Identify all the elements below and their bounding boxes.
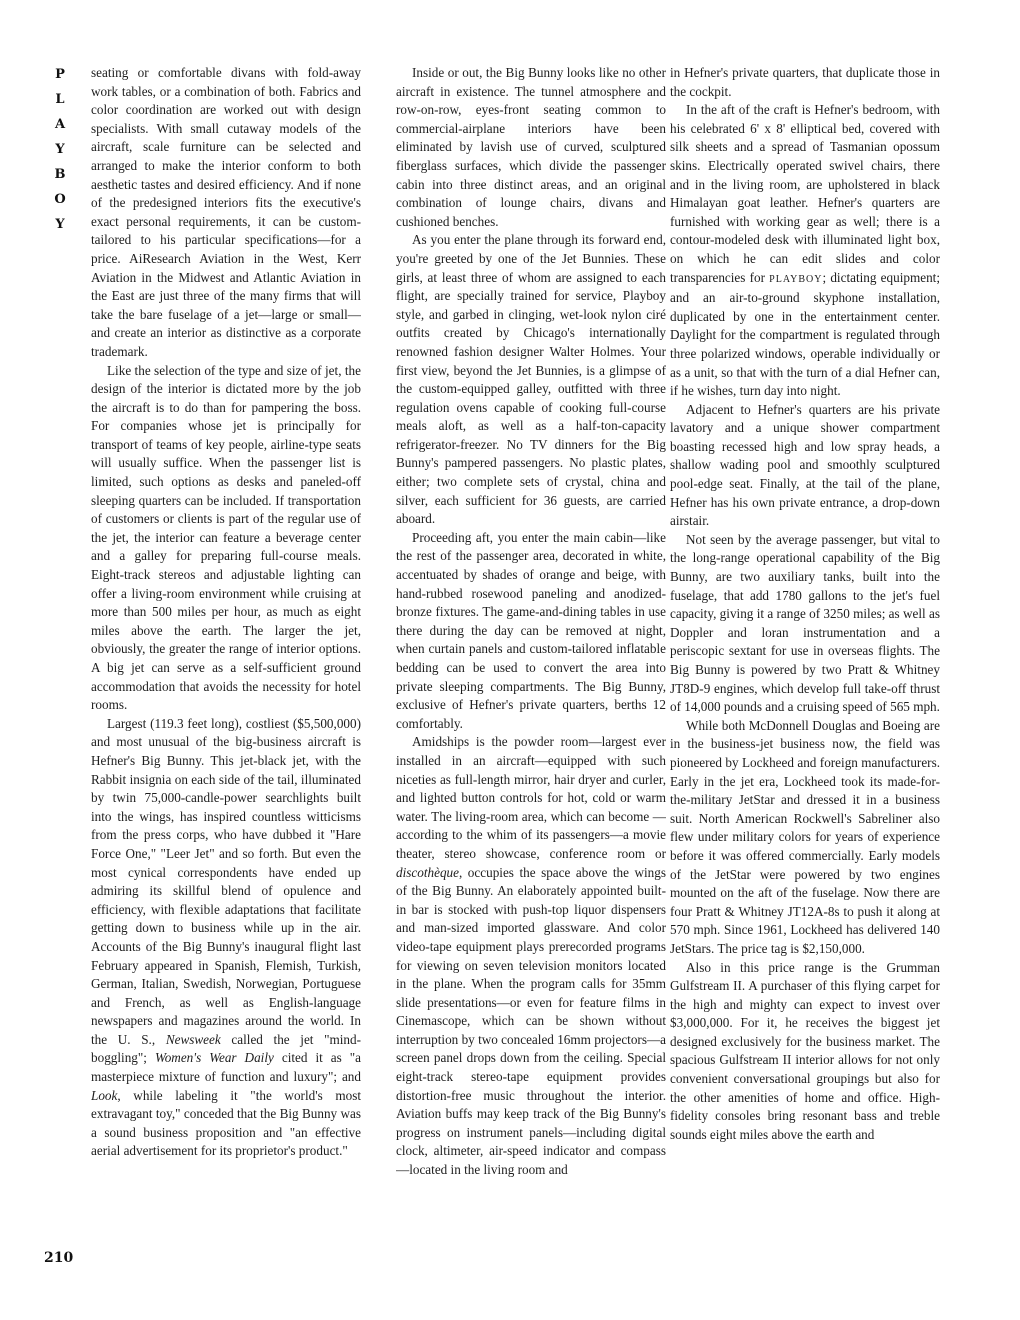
text-run: Largest (119.3 feet long), costliest ($5,500,000) and most unusual of the big-business aircraft is Hefner's Big Bunny. This jet-black jet, with the Rabbit insignia on each side of the tail, illuminated by twin 75,000-candle-power searchlights built into the wings, has inspired countless witticisms from the press corps, who have dubbed it "Hare Force One," "Leer Jet" and so forth. But even the most cynical correspondents have ended up admiring its skillful blend of opulence and efficiency, with flexible adaptations that facilitate getting down to business while up in the air. Accounts of the Big Bunny's inaugural flight last February appeared in Spanish, Flemish, Turkish, German, Italian, Swedish, Norwegian, Portuguese and French, as well as English-language newspapers and magazines around the world. In the U. S.,: [91, 715, 361, 1047]
title-letter: P: [55, 67, 65, 82]
paragraph: Not seen by the average passenger, but vital to the long-range operational capability of the Big Bunny, are two auxiliary tanks, built into the fuselage, that add 1780 gallons to the jet's fuel capacity, giving it a range of 3250 miles; as well as Doppler and loran instrumentation and a periscopic sextant for use in overseas flights. The Big Bunny is powered by two Pratt & Whitney JT8D-9 engines, which develop full take-off thrust of 14,000 pounds and a cruising speed of 565 mph.: [670, 531, 940, 715]
paragraph: [91, 715, 361, 1161]
paragraph: seating or comfortable divans with fold-away work tables, or a combination of both. Fabrics and color coordination are worked out with design specialists. With small cutaway models of the aircraft, scale furniture can be selected and arranged to make the interior conform to both aesthetic tastes and desired efficiency. And if none of the predesigned interiors fits the executive's exact personal requirements, it can be custom-tailored to his particular specifications—for a price. AiResearch Aviation in the West, Kerr Aviation in the Midwest and Atlantic Aviation in the East are just three of the many firms that will take the bare fuselage of a jet—large or small—and create an interior as distinctive as a corporate trademark.: [91, 65, 361, 359]
paragraph: Adjacent to Hefner's quarters are his private lavatory and a unique shower compartment boasting recessed high and low spray heads, a shallow wading pool and smoothly sculptured pool-edge seat. Finally, at the tail of the plane, Hefner has his own private entrance, a drop-down airstair.: [670, 401, 940, 529]
paragraph: [396, 733, 666, 1179]
text-run: Amidships is the powder room—largest ever installed in an aircraft—equipped with such niceties as full-length mirror, hair dryer and curler, and lighted button controls for hot, cold or warm water. The living-room area, which can become —according to the whim of its passengers—a movie theater, stereo showcase, conference room or: [396, 734, 666, 861]
publication-name: Newsweek: [165, 1031, 221, 1047]
paragraph: Like the selection of the type and size of jet, the design of the interior is dictated more by the job the aircraft is to do than for pampering the boss. For companies whose jet is principally for transport of teams of key people, airline-type seats will usually suffice. When the passenger list is limited, such options as desks and paneled-off sleeping quarters can be included. If transportation of customers or clients is part of the regular use of the jet, the interior can feature a beverage center and a galley for preparing full-course meals. Eight-track stereos and adjustable lighting can offer a living-room environment while cruising at more than 500 miles per hour, as much as eight miles above the earth. The larger the jet, obviously, the greater the range of interior options. A big jet can serve as a self-sufficient ground accommodation that avoids the necessity for hotel rooms.: [91, 362, 361, 713]
paragraph: [670, 101, 940, 401]
text-column-2: [396, 64, 666, 1274]
title-letter: Y: [55, 142, 65, 157]
title-letter: L: [55, 92, 65, 107]
title-letter: Y: [55, 217, 65, 232]
text-run: cited it as "a masterpiece mixture of function and luxury"; and: [91, 1050, 361, 1085]
paragraph: As you enter the plane through its forward end, you're greeted by one of the Jet Bunnies. These girls, at least three of whom are assigned to each flight, are specially trained for service, Playboy style, and garbed in clinging, wet-look nylon ciré outfits created by Chicago's internationally renowned fashion designer Walter Holmes. Your first view, beyond the Jet Bunnies, is a glimpse of the custom-equipped galley, outfitted with three regulation ovens capable of cooking full-course meals aloft, as well as a half-ton-capacity refrigerator-freezer. No TV dinners for the Big Bunny's pampered passengers. No plastic plates, either; two complete sets of crystal, china and silver, each sufficient for 36 guests, are carried aboard.: [396, 232, 666, 527]
publication-name: Look: [91, 1087, 118, 1103]
magazine-name-smallcaps: PLAYBOY: [769, 273, 823, 285]
paragraph: While both McDonnell Douglas and Boeing are in the business-jet business now, the field was pioneered by Lockheed and foreign manufacturers. Early in the jet era, Lockheed took its made-for-the-military JetStar and dressed it in a business suit. North American Rockwell's Sabreliner also flew under military colors for years of experience before it was offered commercially. Early models of the JetStar were powered by two engines mounted on the aft of the fuselage. Now there are four Pratt & Whitney JT12A-8s to push it along at 570 mph. Since 1961, Lockheed has delivered 140 JetStars. The price tag is $2,150,000.: [670, 717, 940, 956]
text-column-3: [670, 64, 940, 1274]
page-number: 210: [44, 1250, 74, 1266]
title-letter: B: [54, 167, 66, 182]
text-run: , while labeling it "the world's most extravagant toy," conceded that the Big Bunny was a sound business proposition and "an effective aerial advertisement for its proprietor's product.": [91, 1087, 361, 1159]
text-run: called the jet "mind-boggling";: [91, 1031, 361, 1066]
paragraph: Proceeding aft, you enter the main cabin—like the rest of the passenger area, decorated in white, accentuated by shades of orange and beige, with hand-rubbed rosewood paneling and anodized-bronze fixtures. The game-and-dining tables in use there during the day can be removed at night, when curtain panels and custom-tailored inflatable bedding can be used to convert the area into private sleeping compartments. The Big Bunny, exclusive of Hefner's private quarters, berths 12 comfortably.: [396, 529, 666, 731]
publication-name: Women's Wear Daily: [154, 1050, 274, 1066]
text-run: , occupies the space above the wings of the Big Bunny. An elaborately appointed built-in bar is stocked with push-top liquor dispensers and man-sized imported glassware. And color video-tape equipment plays prerecorded programs for viewing on seven television monitors located in the plane. When the program calls for 35mm slide presentations—or even for feature films in Cinemascope, which can be shown without interruption by two concealed 16mm projectors—a screen panel drops down from the ceiling. Special eight-track stereo-tape equipment provides distortion-free music throughout the interior. Aviation buffs may keep track of the Big Bunny's progress on instrument panels—including digital clock, altimeter, air-speed indicator and compass—located in the living room and: [396, 864, 666, 1178]
emphasized-word: discothèque: [396, 864, 459, 880]
paragraph: Inside or out, the Big Bunny looks like no other aircraft in existence. The tunnel atmosphere and row-on-row, eyes-front seating common to commercial-airplane interiors have been eliminated by lavish use of curved, sculptured fiberglass surfaces, which divide the passenger cabin into three distinct areas, and an original combination of lounge chairs, divans and cushioned benches.: [396, 65, 666, 229]
title-letter: A: [54, 117, 66, 132]
title-letter: O: [54, 192, 66, 207]
paragraph: in Hefner's private quarters, that duplicate those in the cockpit.: [670, 65, 940, 99]
text-column-1: [91, 64, 361, 1274]
magazine-title-vertical: [50, 62, 70, 237]
text-run: ; dictating equipment; and an air-to-ground skyphone installation, duplicated by one in the entertainment center. Daylight for the compartment is regulated through three polarized windows, operable individually or as a unit, so that with the turn of a dial Hefner can, if he wishes, turn day into night.: [670, 269, 940, 399]
text-run: In the aft of the craft is Hefner's bedroom, with his celebrated 6' x 8' elliptical bed, covered with silk sheets and a spread of Tasmanian opossum skins. Electrically operated swivel chairs, there and in the living room, are upholstered in black Himalayan goat leather. Hefner's quarters are furnished with working gear as well; there is a contour-modeled desk with illuminated light box, on which he can edit slides and color transparencies for: [670, 102, 940, 285]
paragraph: Also in this price range is the Grumman Gulfstream II. A purchaser of this flying carpet for the high and mighty can expect to invest over $3,000,000. For it, he receives the biggest jet designed exclusively for the business market. The spacious Gulfstream II interior allows for not only convenient conversational groupings but also for the other amenities of home and office. High-fidelity consoles bring resonant bass and treble sounds eight miles above the earth and: [670, 959, 940, 1142]
